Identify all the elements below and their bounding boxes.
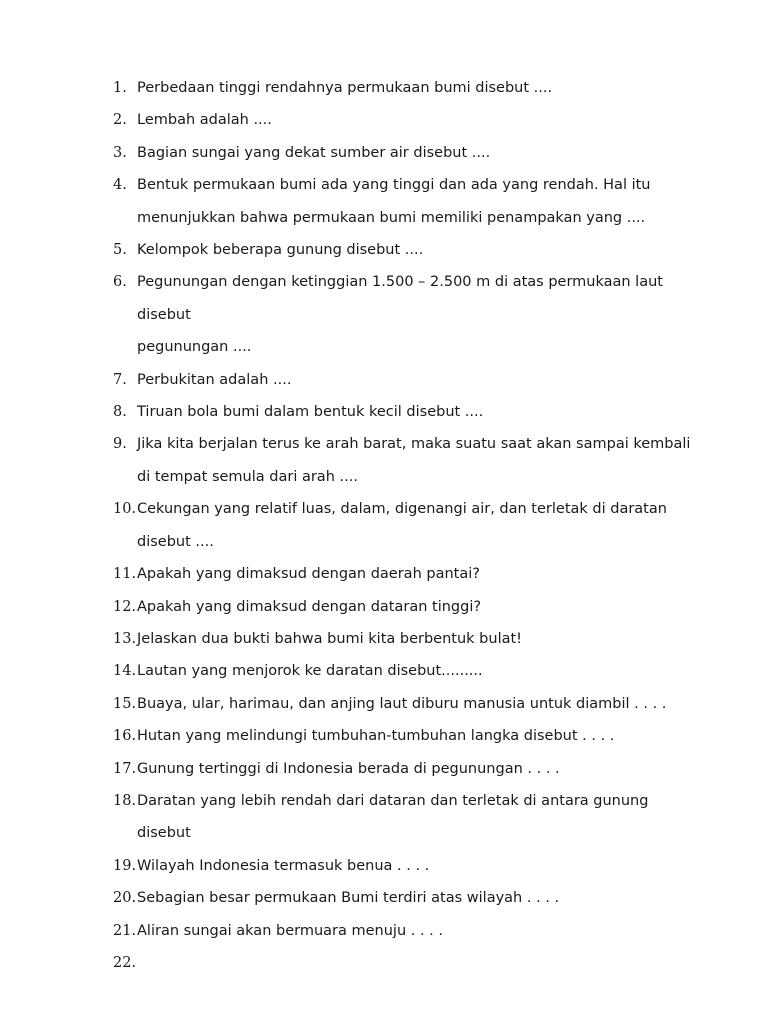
question-number: 19. [113, 857, 137, 874]
question-item [113, 234, 713, 266]
question-item [113, 720, 713, 752]
question-item [113, 882, 713, 914]
question-item [113, 623, 713, 655]
question-number: 11. [113, 566, 137, 583]
question-number: 9. [113, 436, 127, 453]
question-text: Daratan yang lebih rendah dari dataran dan terletak di antara gunung disebut [137, 792, 649, 842]
question-text: Jika kita berjalan terus ke arah barat, maka suatu saat akan sampai kembali di tempat semula dari arah .... [137, 436, 691, 485]
question-text: Kelompok beberapa gunung disebut .... [137, 242, 424, 259]
question-text: Gunung tertinggi di Indonesia berada di pegunungan . . . . [137, 760, 560, 777]
question-number: 7. [113, 371, 127, 388]
question-number: 13. [113, 630, 137, 647]
question-text: Wilayah Indonesia termasuk benua . . . . [137, 857, 430, 874]
question-number: 2. [113, 112, 127, 129]
question-number: 16. [113, 728, 137, 745]
question-number: 22. [113, 954, 137, 971]
question-text: Apakah yang dimaksud dengan daerah pantai? [137, 566, 480, 583]
question-list [113, 72, 713, 979]
question-text: Lembah adalah .... [137, 112, 272, 129]
question-number: 1. [113, 80, 127, 96]
question-text: Pegunungan dengan ketinggian 1.500 – 2.500 m di atas permukaan laut disebut pegunungan .... [137, 274, 663, 356]
question-text: Bagian sungai yang dekat sumber air disebut .... [137, 144, 491, 161]
question-text: Apakah yang dimaksud dengan dataran tinggi? [137, 598, 482, 615]
question-item [113, 753, 713, 785]
question-item [113, 72, 713, 104]
question-text: Tiruan bola bumi dalam bentuk kecil disebut .... [137, 404, 484, 421]
question-item [113, 396, 713, 428]
question-text: Sebagian besar permukaan Bumi terdiri atas wilayah . . . . [137, 890, 560, 907]
question-number: 8. [113, 404, 127, 421]
question-item [113, 104, 713, 136]
question-number: 4. [113, 177, 127, 194]
question-item [113, 688, 713, 720]
question-number: 12. [113, 598, 137, 615]
question-item [113, 493, 713, 558]
question-text: Cekungan yang relatif luas, dalam, digenangi air, dan terletak di daratan disebut .... [137, 501, 667, 550]
question-text: Perbedaan tinggi rendahnya permukaan bumi disebut .... [137, 80, 553, 96]
question-item [113, 655, 713, 687]
question-item [113, 785, 713, 850]
question-item [113, 266, 713, 363]
question-number: 14. [113, 663, 137, 680]
question-item [113, 364, 713, 396]
question-number: 5. [113, 242, 127, 259]
question-text: Bentuk permukaan bumi ada yang tinggi dan ada yang rendah. Hal itu menunjukkan bahwa permukaan bumi memiliki penampakan yang .... [137, 177, 651, 226]
question-item [113, 169, 713, 234]
question-text: Perbukitan adalah .... [137, 371, 292, 388]
question-item [113, 591, 713, 623]
question-number: 17. [113, 760, 137, 777]
question-number: 3. [113, 144, 127, 161]
question-number: 10. [113, 501, 137, 518]
question-text: Buaya, ular, harimau, dan anjing laut diburu manusia untuk diambil . . . . [137, 695, 667, 712]
question-number: 21. [113, 922, 137, 939]
question-number: 6. [113, 274, 127, 291]
question-item [113, 428, 713, 493]
question-item [113, 558, 713, 590]
question-number: 18. [113, 792, 137, 809]
question-text: Jelaskan dua bukti bahwa bumi kita berbentuk bulat! [137, 630, 522, 647]
question-number: 20. [113, 890, 137, 907]
question-text: Aliran sungai akan bermuara menuju . . . . [137, 922, 444, 939]
question-number: 15. [113, 695, 137, 712]
question-text: Lautan yang menjorok ke daratan disebut......... [137, 663, 483, 680]
question-item [113, 947, 713, 979]
question-item [113, 915, 713, 947]
question-text: Hutan yang melindungi tumbuhan-tumbuhan langka disebut . . . . [137, 728, 615, 745]
question-item [113, 850, 713, 882]
question-item [113, 137, 713, 169]
